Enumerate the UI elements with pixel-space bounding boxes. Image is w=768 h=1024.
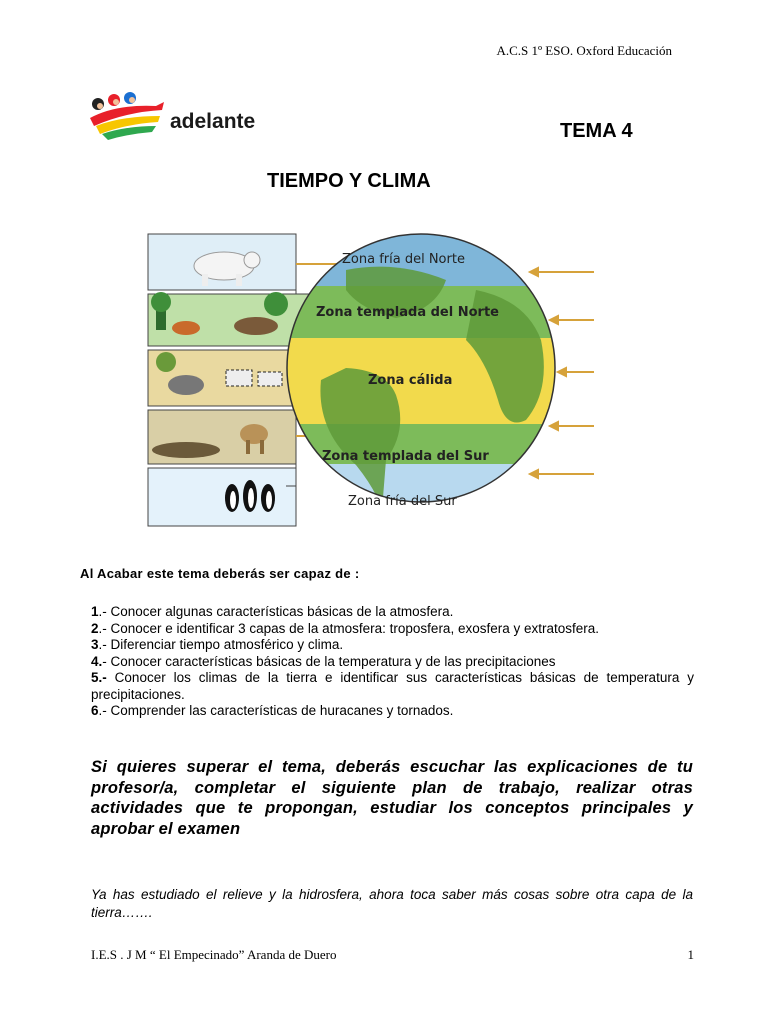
penguins-icon [225,480,275,512]
intro-text: Ya has estudiado el relieve y la hidrosfera, ahora toca saber más cosas sobre otra capa de la tierra……. [91,887,693,920]
climate-zones-figure [146,230,602,530]
zone-label: Zona templada del Sur [322,449,489,464]
header-course-info: A.C.S 1º ESO. Oxford Educación [496,43,672,58]
study-note: Si quieres superar el tema, deberás escuchar las explicaciones de tu profesor/a, completar el siguiente plan de trabajo, realizar otras actividades que te propongan, estudiar los conceptos principales y aprobar el examen [91,758,693,838]
footer-school: I.E.S . J M “ El Empecinado” Aranda de Duero [91,947,337,962]
list-item: 6.- Comprender las características de huracanes y tornados. [91,703,454,718]
list-item: 4.- Conocer características básicas de la temperatura y de las precipitaciones [91,653,556,669]
objectives-heading: Al Acabar este tema deberás ser capaz de : [80,566,360,581]
list-item: 2.- Conocer e identificar 3 capas de la atmosfera: troposfera, exosfera y extratosfera. [91,620,600,636]
logo-kids-icon [86,90,170,140]
zone-label: Zona fría del Norte [342,252,465,267]
page-number: 1 [687,947,694,962]
list-item: 3.- Diferenciar tiempo atmosférico y clima. [91,637,344,652]
tema-number: TEMA 4 [560,120,633,142]
objectives-list [91,604,694,720]
zone-label: Zona templada del Norte [316,305,499,320]
logo-wordmark: adelante [170,110,256,133]
adelante-logo [86,90,306,140]
zone-label: Zona cálida [368,373,453,388]
climate-zones-illustration [146,230,602,530]
list-item: 1.- Conocer algunas características básicas de la atmosfera. [91,604,454,619]
list-item: 5.- Conocer los climas de la tierra e identificar sus características básicas de temperatura y precipitaciones. [91,670,694,702]
zone-label: Zona fría del Sur [348,494,457,509]
page-title: TIEMPO Y CLIMA [267,170,431,192]
